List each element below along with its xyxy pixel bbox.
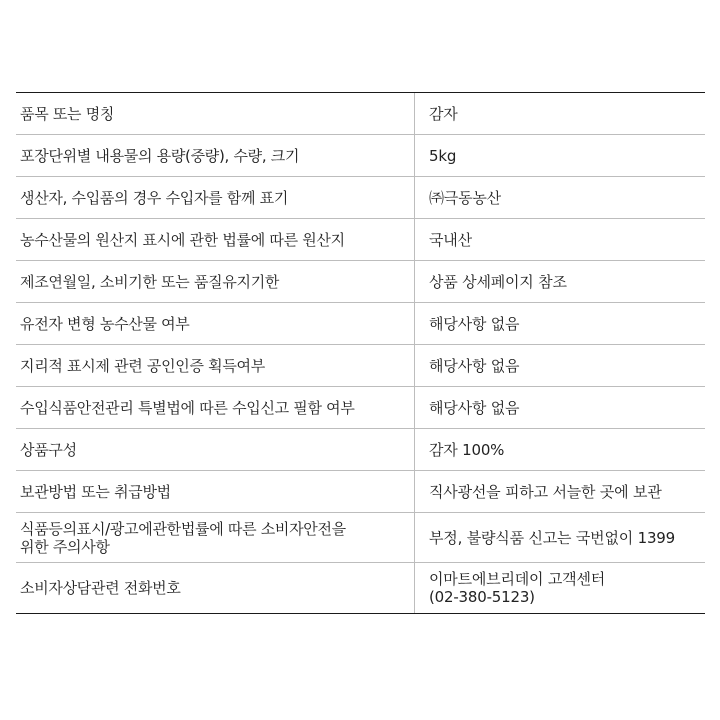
row-label: 수입식품안전관리 특별법에 따른 수입신고 필함 여부 [16,387,415,428]
table-row-geo-indication [16,345,705,387]
table-row-import-declaration [16,387,705,429]
row-label: 농수산물의 원산지 표시에 관한 법률에 따른 원산지 [16,219,415,260]
row-label: 지리적 표시제 관련 공인인증 획득여부 [16,345,415,386]
row-value: 해당사항 없음 [429,356,520,375]
row-label: 품목 또는 명칭 [16,93,415,134]
row-value: 부정, 불량식품 신고는 국번없이 1399 [429,528,675,547]
table-row-manufacture-date [16,261,705,303]
row-label: 상품구성 [16,429,415,470]
table-row-customer-service [16,563,705,613]
row-label: 제조연월일, 소비기한 또는 품질유지기한 [16,261,415,302]
row-value: ㈜극동농산 [429,188,501,207]
row-label: 생산자, 수입품의 경우 수입자를 함께 표기 [16,177,415,218]
table-row-gmo [16,303,705,345]
row-label: 보관방법 또는 취급방법 [16,471,415,512]
table-row-origin [16,219,705,261]
table-row-composition [16,429,705,471]
row-value: 직사광선을 피하고 서늘한 곳에 보관 [429,482,662,501]
table-row-safety-caution [16,513,705,563]
row-value: 국내산 [429,230,472,249]
table-row-package-capacity [16,135,705,177]
row-value: 해당사항 없음 [429,314,520,333]
row-value: 상품 상세페이지 참조 [429,272,567,291]
row-value: 감자 100% [429,440,505,459]
row-value: 5kg [429,146,457,165]
row-label: 소비자상담관련 전화번호 [16,563,415,613]
product-info-table [16,92,705,614]
table-row-producer [16,177,705,219]
row-label: 유전자 변형 농수산물 여부 [16,303,415,344]
row-value: 해당사항 없음 [429,398,520,417]
row-value: 감자 [429,104,458,123]
row-value: 이마트에브리데이 고객센터 (02-380-5123) [429,570,606,606]
table-row-storage [16,471,705,513]
row-label: 식품등의표시/광고에관한법률에 따른 소비자안전을 위한 주의사항 [16,513,415,562]
row-label: 포장단위별 내용물의 용량(중량), 수량, 크기 [16,135,415,176]
table-row-item-name [16,93,705,135]
